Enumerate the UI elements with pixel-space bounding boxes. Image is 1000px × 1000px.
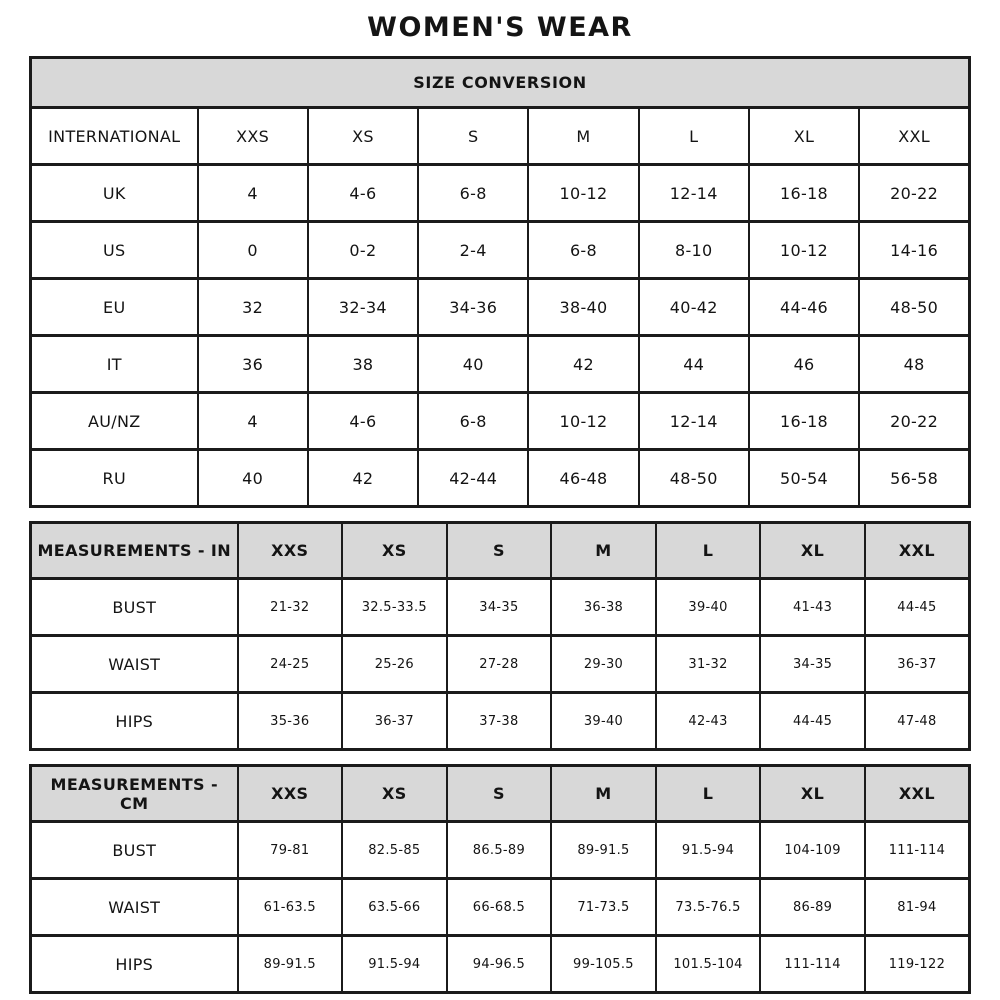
size-cell: 48-50 (859, 279, 969, 336)
size-cell: 4 (198, 393, 308, 450)
size-cell: 44-45 (865, 579, 970, 636)
size-cell: 46 (749, 336, 859, 393)
size-cell: 79-81 (238, 822, 343, 879)
size-cell: 50-54 (749, 450, 859, 507)
row-label: HIPS (31, 936, 238, 993)
column-header: L (656, 523, 761, 579)
size-cell: 16-18 (749, 393, 859, 450)
size-cell: 39-40 (551, 693, 656, 750)
column-header: S (418, 108, 528, 165)
row-label: BUST (31, 822, 238, 879)
size-cell: 42-44 (418, 450, 528, 507)
size-cell: 101.5-104 (656, 936, 761, 993)
column-header: XXS (238, 523, 343, 579)
size-cell: 8-10 (639, 222, 749, 279)
table-row (31, 393, 970, 450)
size-cell: 6-8 (528, 222, 638, 279)
column-header: L (639, 108, 749, 165)
size-cell: 37-38 (447, 693, 552, 750)
size-cell: 91.5-94 (342, 936, 447, 993)
column-header: M (528, 108, 638, 165)
column-header: XS (342, 523, 447, 579)
size-cell: 71-73.5 (551, 879, 656, 936)
size-cell: 10-12 (749, 222, 859, 279)
row-label: IT (31, 336, 198, 393)
size-cell: 63.5-66 (342, 879, 447, 936)
column-header: XL (760, 766, 865, 822)
size-cell: 61-63.5 (238, 879, 343, 936)
size-cell: 29-30 (551, 636, 656, 693)
column-header: MEASUREMENTS - CM (31, 766, 238, 822)
size-cell: 4 (198, 165, 308, 222)
row-label: US (31, 222, 198, 279)
size-cell: 66-68.5 (447, 879, 552, 936)
size-cell: 36-37 (865, 636, 970, 693)
size-cell: 104-109 (760, 822, 865, 879)
size-cell: 46-48 (528, 450, 638, 507)
size-cell: 36 (198, 336, 308, 393)
size-conversion-title: SIZE CONVERSION (31, 58, 970, 108)
column-header: XXS (198, 108, 308, 165)
size-cell: 12-14 (639, 165, 749, 222)
size-cell: 89-91.5 (238, 936, 343, 993)
size-cell: 40 (418, 336, 528, 393)
size-cell: 32 (198, 279, 308, 336)
size-cell: 0 (198, 222, 308, 279)
size-cell: 25-26 (342, 636, 447, 693)
column-header: M (551, 766, 656, 822)
column-header: INTERNATIONAL (31, 108, 198, 165)
size-cell: 89-91.5 (551, 822, 656, 879)
row-label: BUST (31, 579, 238, 636)
size-cell: 4-6 (308, 393, 418, 450)
size-cell: 41-43 (760, 579, 865, 636)
row-label: EU (31, 279, 198, 336)
size-cell: 35-36 (238, 693, 343, 750)
column-header: XXL (865, 523, 970, 579)
size-cell: 39-40 (656, 579, 761, 636)
column-header: XS (342, 766, 447, 822)
size-cell: 2-4 (418, 222, 528, 279)
size-cell: 42 (528, 336, 638, 393)
size-cell: 21-32 (238, 579, 343, 636)
column-header: XXL (859, 108, 969, 165)
column-header: M (551, 523, 656, 579)
size-cell: 99-105.5 (551, 936, 656, 993)
size-cell: 34-35 (760, 636, 865, 693)
table-row (31, 822, 970, 879)
size-conversion-band-row (31, 58, 970, 108)
size-cell: 86-89 (760, 879, 865, 936)
size-cell: 4-6 (308, 165, 418, 222)
page-title: WOMEN'S WEAR (367, 12, 633, 43)
table-row (31, 579, 970, 636)
size-cell: 86.5-89 (447, 822, 552, 879)
size-cell: 42-43 (656, 693, 761, 750)
column-header: XXL (865, 766, 970, 822)
size-cell: 12-14 (639, 393, 749, 450)
size-cell: 36-38 (551, 579, 656, 636)
size-cell: 0-2 (308, 222, 418, 279)
size-cell: 20-22 (859, 393, 969, 450)
row-label: WAIST (31, 879, 238, 936)
size-cell: 94-96.5 (447, 936, 552, 993)
table-row (31, 693, 970, 750)
column-header: L (656, 766, 761, 822)
size-cell: 111-114 (760, 936, 865, 993)
size-cell: 34-35 (447, 579, 552, 636)
size-cell: 14-16 (859, 222, 969, 279)
size-cell: 38-40 (528, 279, 638, 336)
size-cell: 111-114 (865, 822, 970, 879)
column-header: XXS (238, 766, 343, 822)
size-cell: 42 (308, 450, 418, 507)
size-cell: 31-32 (656, 636, 761, 693)
table-row (31, 279, 970, 336)
column-header: XL (749, 108, 859, 165)
size-cell: 47-48 (865, 693, 970, 750)
size-cell: 38 (308, 336, 418, 393)
size-cell: 81-94 (865, 879, 970, 936)
size-cell: 44-45 (760, 693, 865, 750)
row-label: HIPS (31, 693, 238, 750)
row-label: UK (31, 165, 198, 222)
table-row (31, 336, 970, 393)
row-label: WAIST (31, 636, 238, 693)
size-cell: 34-36 (418, 279, 528, 336)
table-row (31, 636, 970, 693)
column-header: S (447, 523, 552, 579)
size-cell: 40-42 (639, 279, 749, 336)
column-header: XS (308, 108, 418, 165)
column-header: MEASUREMENTS - IN (31, 523, 238, 579)
size-cell: 48 (859, 336, 969, 393)
measurements-in-header-row (31, 523, 970, 579)
measurements-cm-header-row (31, 766, 970, 822)
size-cell: 73.5-76.5 (656, 879, 761, 936)
size-cell: 44-46 (749, 279, 859, 336)
size-cell: 32-34 (308, 279, 418, 336)
column-header: S (447, 766, 552, 822)
size-conversion-header-row (31, 108, 970, 165)
size-cell: 24-25 (238, 636, 343, 693)
table-row (31, 222, 970, 279)
column-header: XL (760, 523, 865, 579)
size-cell: 32.5-33.5 (342, 579, 447, 636)
size-cell: 91.5-94 (656, 822, 761, 879)
measurements-cm-table (29, 764, 971, 994)
measurements-in-table (29, 521, 971, 751)
size-cell: 10-12 (528, 393, 638, 450)
size-cell: 56-58 (859, 450, 969, 507)
size-cell: 6-8 (418, 393, 528, 450)
size-cell: 82.5-85 (342, 822, 447, 879)
table-row (31, 450, 970, 507)
table-row (31, 936, 970, 993)
table-row (31, 165, 970, 222)
size-cell: 16-18 (749, 165, 859, 222)
size-cell: 27-28 (447, 636, 552, 693)
size-conversion-table (29, 56, 971, 508)
size-cell: 44 (639, 336, 749, 393)
table-row (31, 879, 970, 936)
size-cell: 36-37 (342, 693, 447, 750)
size-cell: 40 (198, 450, 308, 507)
row-label: RU (31, 450, 198, 507)
size-cell: 6-8 (418, 165, 528, 222)
size-cell: 119-122 (865, 936, 970, 993)
size-cell: 10-12 (528, 165, 638, 222)
size-cell: 48-50 (639, 450, 749, 507)
size-cell: 20-22 (859, 165, 969, 222)
row-label: AU/NZ (31, 393, 198, 450)
